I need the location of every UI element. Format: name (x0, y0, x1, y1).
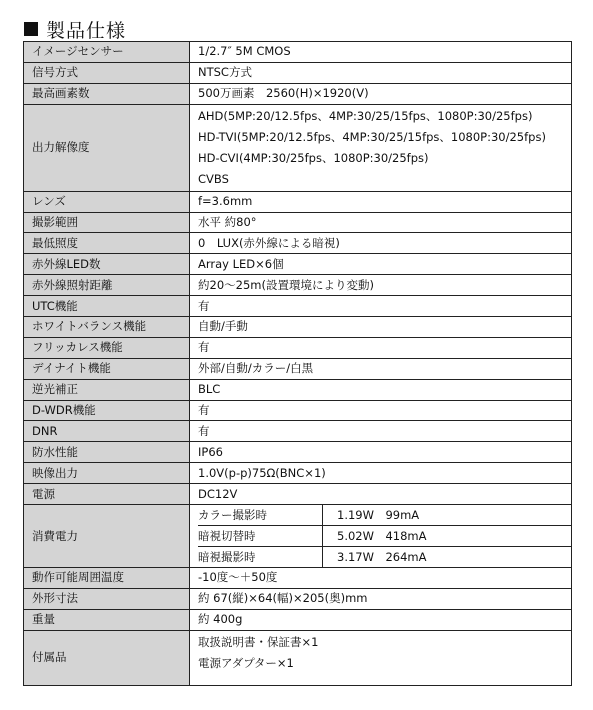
spec-value: 有 (190, 400, 572, 421)
spec-row (24, 104, 572, 191)
spec-row (24, 463, 572, 484)
spec-label: 最高画素数 (24, 83, 190, 104)
spec-row (24, 42, 572, 63)
square-bullet-icon (24, 22, 38, 36)
spec-label: 信号方式 (24, 62, 190, 83)
spec-label: イメージセンサー (24, 42, 190, 63)
spec-value: 有 (190, 296, 572, 317)
section-title-text: 製品仕様 (46, 19, 127, 42)
spec-row (24, 442, 572, 463)
spec-row (24, 62, 572, 83)
power-value: 3.17W 264mA (337, 549, 427, 564)
power-value: 5.02W 418mA (323, 526, 572, 547)
spec-label: ホワイトバランス機能 (24, 317, 190, 338)
spec-label: 逆光補正 (24, 379, 190, 400)
power-value: 1.19W 99mA (323, 505, 572, 526)
spec-label: 防水性能 (24, 442, 190, 463)
spec-value: 外部/自動/カラー/白黒 (190, 358, 572, 379)
spacer (198, 674, 571, 684)
spec-label: 動作可能周囲温度 (24, 568, 190, 589)
spec-value-line: 電源アダプター×1 (198, 655, 294, 670)
spec-label: DNR (24, 421, 190, 442)
spec-label: 赤外線LED数 (24, 254, 190, 275)
spec-row (24, 83, 572, 104)
spec-row (24, 609, 572, 630)
spec-value: f=3.6mm (190, 191, 572, 212)
spec-table (23, 41, 572, 686)
spec-label: 電源 (24, 484, 190, 505)
spec-label: 重量 (24, 609, 190, 630)
spec-label: 映像出力 (24, 463, 190, 484)
spec-label: 撮影範囲 (24, 212, 190, 233)
power-mode: 暗視撮影時 (198, 547, 323, 568)
spec-label: D-WDR機能 (24, 400, 190, 421)
spec-value-line: HD-CVI(4MP:30/25fps、1080P:30/25fps) (198, 150, 429, 165)
spec-row (24, 275, 572, 296)
spec-value: 自動/手動 (190, 317, 572, 338)
spec-row (24, 421, 572, 442)
spec-value-multiline (190, 630, 572, 685)
spec-value: BLC (190, 379, 572, 400)
spec-label: 付属品 (24, 630, 190, 685)
power-row (198, 547, 571, 568)
spec-label: 外形寸法 (24, 588, 190, 609)
spec-value-line: AHD(5MP:20/12.5fps、4MP:30/25/15fps、1080P:30/25fps) (198, 108, 533, 123)
spec-value: 水平 約80° (190, 212, 572, 233)
spec-label: 赤外線照射距離 (24, 275, 190, 296)
spec-label: UTC機能 (24, 296, 190, 317)
spec-row (24, 317, 572, 338)
power-consumption-table (198, 505, 571, 567)
spec-value-line: HD-TVI(5MP:20/12.5fps、4MP:30/25/15fps、1080P:30/25fps) (198, 129, 546, 144)
spec-value: Array LED×6個 (190, 254, 572, 275)
spec-row (24, 337, 572, 358)
spec-row (24, 358, 572, 379)
spec-row (24, 400, 572, 421)
spec-value: -10度～＋50度 (190, 568, 572, 589)
spec-row (24, 568, 572, 589)
spec-label: 出力解像度 (24, 104, 190, 191)
power-consumption-cell (190, 505, 572, 568)
spec-label: レンズ (24, 191, 190, 212)
spec-value: 1.0V(p-p)75Ω(BNC×1) (190, 463, 572, 484)
spec-value-line: CVBS (198, 171, 229, 186)
spec-value-line: 取扱説明書・保証書×1 (198, 634, 319, 649)
spec-row (24, 191, 572, 212)
spec-row (24, 233, 572, 254)
spec-label: 最低照度 (24, 233, 190, 254)
spec-label: フリッカレス機能 (24, 337, 190, 358)
spec-value: 約 67(縦)×64(幅)×205(奥)mm (190, 588, 572, 609)
spec-row (24, 212, 572, 233)
spec-row (24, 588, 572, 609)
spec-value: 約 400g (190, 609, 572, 630)
spec-row (24, 296, 572, 317)
power-mode: カラー撮影時 (198, 505, 323, 526)
spec-value: NTSC方式 (190, 62, 572, 83)
spec-value: 500万画素 2560(H)×1920(V) (190, 83, 572, 104)
spec-value: IP66 (190, 442, 572, 463)
power-row (198, 526, 571, 547)
spec-label: 消費電力 (24, 505, 190, 568)
spec-value: 有 (190, 337, 572, 358)
power-mode: 暗視切替時 (198, 526, 323, 547)
spec-row (24, 484, 572, 505)
spec-value: DC12V (190, 484, 572, 505)
spec-row (24, 254, 572, 275)
spec-value: 約20～25m(設置環境により変動) (190, 275, 572, 296)
spec-row (24, 379, 572, 400)
spec-row (24, 505, 572, 568)
spec-value: 1/2.7″ 5M CMOS (190, 42, 572, 63)
spec-row (24, 630, 572, 685)
spec-value: 有 (190, 421, 572, 442)
spec-label: デイナイト機能 (24, 358, 190, 379)
section-title (24, 16, 126, 42)
spec-value-multiline (190, 104, 572, 191)
spec-value: 0 LUX(赤外線による暗視) (190, 233, 572, 254)
power-row (198, 505, 571, 526)
